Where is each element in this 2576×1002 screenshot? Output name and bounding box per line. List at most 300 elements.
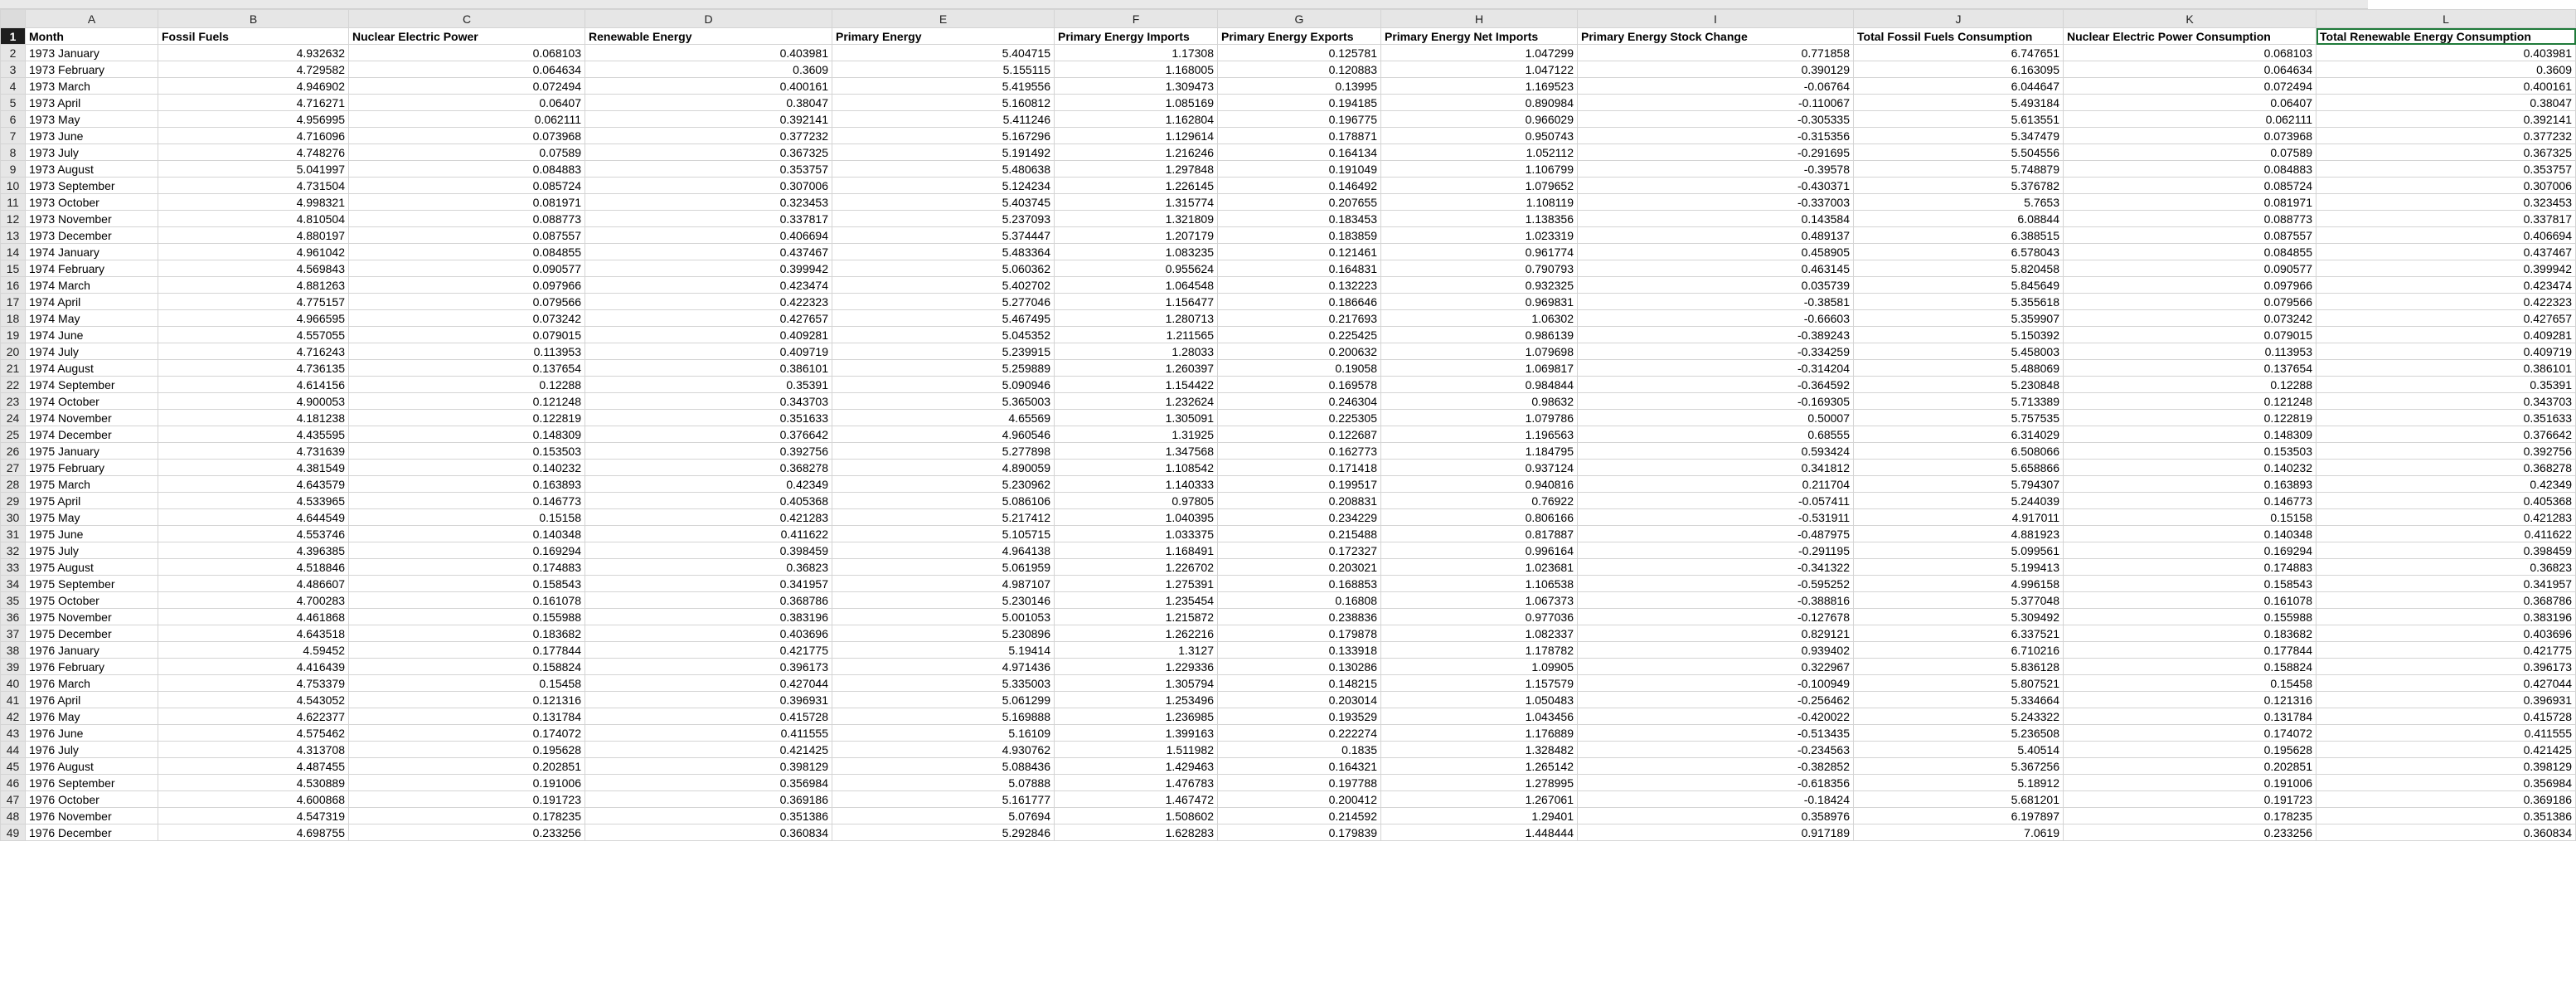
value-cell[interactable]: 5.403745 xyxy=(832,194,1055,211)
value-cell[interactable]: 4.716271 xyxy=(158,95,349,111)
value-cell[interactable]: 0.97805 xyxy=(1055,493,1218,509)
value-cell[interactable]: -0.256462 xyxy=(1578,692,1854,708)
header-cell[interactable]: Primary Energy Exports xyxy=(1218,28,1381,45)
row-header[interactable]: 44 xyxy=(1,742,26,758)
value-cell[interactable]: 0.386101 xyxy=(585,360,832,377)
value-cell[interactable]: -0.06764 xyxy=(1578,78,1854,95)
value-cell[interactable]: 5.493184 xyxy=(1854,95,2064,111)
value-cell[interactable]: 1.305794 xyxy=(1055,675,1218,692)
row-header[interactable]: 6 xyxy=(1,111,26,128)
value-cell[interactable]: 0.079015 xyxy=(349,327,585,343)
value-cell[interactable]: 4.716243 xyxy=(158,343,349,360)
value-cell[interactable]: 0.171418 xyxy=(1218,460,1381,476)
value-cell[interactable]: 5.239915 xyxy=(832,343,1055,360)
value-cell[interactable]: 0.097966 xyxy=(349,277,585,294)
value-cell[interactable]: 4.731639 xyxy=(158,443,349,460)
value-cell[interactable]: 0.121316 xyxy=(2064,692,2316,708)
month-cell[interactable]: 1975 July xyxy=(26,542,158,559)
value-cell[interactable]: 1.328482 xyxy=(1381,742,1578,758)
value-cell[interactable]: 0.183859 xyxy=(1218,227,1381,244)
value-cell[interactable]: 1.083235 xyxy=(1055,244,1218,260)
value-cell[interactable]: 0.400161 xyxy=(585,78,832,95)
column-header-h[interactable]: H xyxy=(1381,10,1578,28)
value-cell[interactable]: 5.335003 xyxy=(832,675,1055,692)
row-header[interactable]: 23 xyxy=(1,393,26,410)
month-cell[interactable]: 1974 October xyxy=(26,393,158,410)
value-cell[interactable]: 0.222274 xyxy=(1218,725,1381,742)
value-cell[interactable]: 0.163893 xyxy=(349,476,585,493)
value-cell[interactable]: 5.230896 xyxy=(832,625,1055,642)
row-header[interactable]: 41 xyxy=(1,692,26,708)
value-cell[interactable]: 0.950743 xyxy=(1381,128,1578,144)
value-cell[interactable]: 4.65569 xyxy=(832,410,1055,426)
value-cell[interactable]: 5.411246 xyxy=(832,111,1055,128)
header-cell[interactable]: Fossil Fuels xyxy=(158,28,349,45)
value-cell[interactable]: 0.351633 xyxy=(585,410,832,426)
value-cell[interactable]: -0.291195 xyxy=(1578,542,1854,559)
value-cell[interactable]: 0.427044 xyxy=(2316,675,2576,692)
value-cell[interactable]: 4.396385 xyxy=(158,542,349,559)
value-cell[interactable]: 0.427044 xyxy=(585,675,832,692)
value-cell[interactable]: 0.163893 xyxy=(2064,476,2316,493)
value-cell[interactable]: 0.396173 xyxy=(2316,659,2576,675)
month-cell[interactable]: 1973 January xyxy=(26,45,158,61)
value-cell[interactable]: 1.262216 xyxy=(1055,625,1218,642)
value-cell[interactable]: 0.177844 xyxy=(2064,642,2316,659)
value-cell[interactable]: 0.392756 xyxy=(585,443,832,460)
value-cell[interactable]: 4.716096 xyxy=(158,128,349,144)
value-cell[interactable]: 0.121461 xyxy=(1218,244,1381,260)
value-cell[interactable]: 5.07888 xyxy=(832,775,1055,791)
value-cell[interactable]: 0.403696 xyxy=(2316,625,2576,642)
value-cell[interactable]: 1.162804 xyxy=(1055,111,1218,128)
row-header[interactable]: 32 xyxy=(1,542,26,559)
value-cell[interactable]: 4.930762 xyxy=(832,742,1055,758)
value-cell[interactable]: 0.406694 xyxy=(2316,227,2576,244)
row-header[interactable]: 11 xyxy=(1,194,26,211)
value-cell[interactable]: 0.15158 xyxy=(349,509,585,526)
value-cell[interactable]: 0.351633 xyxy=(2316,410,2576,426)
row-header[interactable]: 38 xyxy=(1,642,26,659)
value-cell[interactable]: 1.106799 xyxy=(1381,161,1578,178)
value-cell[interactable]: 5.16109 xyxy=(832,725,1055,742)
value-cell[interactable]: 6.044647 xyxy=(1854,78,2064,95)
value-cell[interactable]: 5.483364 xyxy=(832,244,1055,260)
value-cell[interactable]: 0.76922 xyxy=(1381,493,1578,509)
value-cell[interactable]: 1.06302 xyxy=(1381,310,1578,327)
value-cell[interactable]: 4.900053 xyxy=(158,393,349,410)
column-header-i[interactable]: I xyxy=(1578,10,1854,28)
value-cell[interactable]: 0.356984 xyxy=(2316,775,2576,791)
value-cell[interactable]: 0.593424 xyxy=(1578,443,1854,460)
value-cell[interactable]: 5.191492 xyxy=(832,144,1055,161)
value-cell[interactable]: 4.775157 xyxy=(158,294,349,310)
value-cell[interactable]: 0.203021 xyxy=(1218,559,1381,576)
value-cell[interactable]: 1.168491 xyxy=(1055,542,1218,559)
value-cell[interactable]: 0.415728 xyxy=(2316,708,2576,725)
value-cell[interactable]: 5.061959 xyxy=(832,559,1055,576)
value-cell[interactable]: 1.17308 xyxy=(1055,45,1218,61)
value-cell[interactable]: 5.169888 xyxy=(832,708,1055,725)
value-cell[interactable]: -0.420022 xyxy=(1578,708,1854,725)
header-cell[interactable]: Total Fossil Fuels Consumption xyxy=(1854,28,2064,45)
value-cell[interactable]: 5.681201 xyxy=(1854,791,2064,808)
value-cell[interactable]: 1.176889 xyxy=(1381,725,1578,742)
value-cell[interactable]: 0.937124 xyxy=(1381,460,1578,476)
month-cell[interactable]: 1974 February xyxy=(26,260,158,277)
spreadsheet-grid[interactable] xyxy=(0,9,2576,841)
value-cell[interactable]: 4.644549 xyxy=(158,509,349,526)
value-cell[interactable]: 0.341957 xyxy=(585,576,832,592)
value-cell[interactable]: 1.216246 xyxy=(1055,144,1218,161)
value-cell[interactable]: 0.178871 xyxy=(1218,128,1381,144)
value-cell[interactable]: 0.1835 xyxy=(1218,742,1381,758)
value-cell[interactable]: 6.314029 xyxy=(1854,426,2064,443)
month-cell[interactable]: 1974 April xyxy=(26,294,158,310)
value-cell[interactable]: 4.698755 xyxy=(158,824,349,841)
value-cell[interactable]: 1.040395 xyxy=(1055,509,1218,526)
value-cell[interactable]: 0.195628 xyxy=(349,742,585,758)
value-cell[interactable]: 0.191006 xyxy=(349,775,585,791)
value-cell[interactable]: 5.045352 xyxy=(832,327,1055,343)
value-cell[interactable]: 0.179839 xyxy=(1218,824,1381,841)
month-cell[interactable]: 1974 December xyxy=(26,426,158,443)
value-cell[interactable]: 0.42349 xyxy=(585,476,832,493)
value-cell[interactable]: 1.253496 xyxy=(1055,692,1218,708)
value-cell[interactable]: 0.422323 xyxy=(585,294,832,310)
value-cell[interactable]: 0.337817 xyxy=(2316,211,2576,227)
value-cell[interactable]: 0.421283 xyxy=(2316,509,2576,526)
row-header[interactable]: 10 xyxy=(1,178,26,194)
month-cell[interactable]: 1973 October xyxy=(26,194,158,211)
value-cell[interactable]: 0.121248 xyxy=(2064,393,2316,410)
value-cell[interactable]: 0.437467 xyxy=(2316,244,2576,260)
value-cell[interactable]: 0.35391 xyxy=(2316,377,2576,393)
row-header[interactable]: 21 xyxy=(1,360,26,377)
value-cell[interactable]: 0.225305 xyxy=(1218,410,1381,426)
value-cell[interactable]: 0.169578 xyxy=(1218,377,1381,393)
value-cell[interactable]: 1.278995 xyxy=(1381,775,1578,791)
value-cell[interactable]: 0.337817 xyxy=(585,211,832,227)
row-header[interactable]: 16 xyxy=(1,277,26,294)
value-cell[interactable]: 1.511982 xyxy=(1055,742,1218,758)
value-cell[interactable]: 0.211704 xyxy=(1578,476,1854,493)
value-cell[interactable]: 0.073968 xyxy=(349,128,585,144)
row-header[interactable]: 3 xyxy=(1,61,26,78)
value-cell[interactable]: 0.161078 xyxy=(2064,592,2316,609)
value-cell[interactable]: 5.07694 xyxy=(832,808,1055,824)
value-cell[interactable]: 1.236985 xyxy=(1055,708,1218,725)
column-header-g[interactable]: G xyxy=(1218,10,1381,28)
value-cell[interactable]: 0.969831 xyxy=(1381,294,1578,310)
value-cell[interactable]: -0.382852 xyxy=(1578,758,1854,775)
month-cell[interactable]: 1976 May xyxy=(26,708,158,725)
month-cell[interactable]: 1976 June xyxy=(26,725,158,742)
value-cell[interactable]: 0.148215 xyxy=(1218,675,1381,692)
value-cell[interactable]: 1.157579 xyxy=(1381,675,1578,692)
value-cell[interactable]: 0.790793 xyxy=(1381,260,1578,277)
value-cell[interactable]: 0.35391 xyxy=(585,377,832,393)
row-header[interactable]: 39 xyxy=(1,659,26,675)
value-cell[interactable]: 4.435595 xyxy=(158,426,349,443)
value-cell[interactable]: 0.427657 xyxy=(2316,310,2576,327)
row-header[interactable]: 26 xyxy=(1,443,26,460)
value-cell[interactable]: 0.169294 xyxy=(2064,542,2316,559)
value-cell[interactable]: 1.260397 xyxy=(1055,360,1218,377)
value-cell[interactable]: 5.355618 xyxy=(1854,294,2064,310)
value-cell[interactable]: 5.217412 xyxy=(832,509,1055,526)
value-cell[interactable]: 4.557055 xyxy=(158,327,349,343)
row-header[interactable]: 9 xyxy=(1,161,26,178)
value-cell[interactable]: 0.399942 xyxy=(2316,260,2576,277)
value-cell[interactable]: 4.880197 xyxy=(158,227,349,244)
value-cell[interactable]: 0.322967 xyxy=(1578,659,1854,675)
value-cell[interactable]: 5.088436 xyxy=(832,758,1055,775)
value-cell[interactable]: 0.233256 xyxy=(2064,824,2316,841)
value-cell[interactable]: 0.390129 xyxy=(1578,61,1854,78)
value-cell[interactable]: 0.392756 xyxy=(2316,443,2576,460)
value-cell[interactable]: 5.277046 xyxy=(832,294,1055,310)
value-cell[interactable]: 1.347568 xyxy=(1055,443,1218,460)
value-cell[interactable]: 0.3609 xyxy=(585,61,832,78)
value-cell[interactable]: 0.398129 xyxy=(2316,758,2576,775)
value-cell[interactable]: 0.489137 xyxy=(1578,227,1854,244)
value-cell[interactable]: 0.084883 xyxy=(2064,161,2316,178)
value-cell[interactable]: -0.169305 xyxy=(1578,393,1854,410)
value-cell[interactable]: 0.955624 xyxy=(1055,260,1218,277)
row-header[interactable]: 29 xyxy=(1,493,26,509)
value-cell[interactable]: 0.143584 xyxy=(1578,211,1854,227)
month-cell[interactable]: 1976 September xyxy=(26,775,158,791)
value-cell[interactable]: 5.001053 xyxy=(832,609,1055,625)
value-cell[interactable]: 0.191049 xyxy=(1218,161,1381,178)
month-cell[interactable]: 1974 August xyxy=(26,360,158,377)
value-cell[interactable]: 1.448444 xyxy=(1381,824,1578,841)
value-cell[interactable]: 0.202851 xyxy=(2064,758,2316,775)
value-cell[interactable]: 6.710216 xyxy=(1854,642,2064,659)
value-cell[interactable]: 1.628283 xyxy=(1055,824,1218,841)
value-cell[interactable]: 0.367325 xyxy=(2316,144,2576,161)
value-cell[interactable]: 5.7653 xyxy=(1854,194,2064,211)
value-cell[interactable]: 0.164134 xyxy=(1218,144,1381,161)
month-cell[interactable]: 1975 June xyxy=(26,526,158,542)
value-cell[interactable]: 4.881263 xyxy=(158,277,349,294)
value-cell[interactable]: 0.132223 xyxy=(1218,277,1381,294)
value-cell[interactable]: 0.158543 xyxy=(349,576,585,592)
value-cell[interactable]: 0.386101 xyxy=(2316,360,2576,377)
value-cell[interactable]: -0.315356 xyxy=(1578,128,1854,144)
value-cell[interactable]: 0.140232 xyxy=(2064,460,2316,476)
select-all-corner[interactable] xyxy=(1,10,26,28)
value-cell[interactable]: 0.829121 xyxy=(1578,625,1854,642)
value-cell[interactable]: -0.337003 xyxy=(1578,194,1854,211)
value-cell[interactable]: 0.323453 xyxy=(585,194,832,211)
value-cell[interactable]: 4.487455 xyxy=(158,758,349,775)
value-cell[interactable]: 4.731504 xyxy=(158,178,349,194)
value-cell[interactable]: 6.337521 xyxy=(1854,625,2064,642)
value-cell[interactable]: 0.079566 xyxy=(349,294,585,310)
value-cell[interactable]: 0.079566 xyxy=(2064,294,2316,310)
value-cell[interactable]: 0.368786 xyxy=(585,592,832,609)
column-header-b[interactable]: B xyxy=(158,10,349,28)
value-cell[interactable]: -0.110067 xyxy=(1578,95,1854,111)
value-cell[interactable]: 0.146492 xyxy=(1218,178,1381,194)
value-cell[interactable]: -0.305335 xyxy=(1578,111,1854,128)
value-cell[interactable]: 0.15158 xyxy=(2064,509,2316,526)
value-cell[interactable]: 1.154422 xyxy=(1055,377,1218,393)
value-cell[interactable]: 0.133918 xyxy=(1218,642,1381,659)
value-cell[interactable]: 0.351386 xyxy=(585,808,832,824)
value-cell[interactable]: 0.087557 xyxy=(349,227,585,244)
value-cell[interactable]: 5.748879 xyxy=(1854,161,2064,178)
value-cell[interactable]: -0.314204 xyxy=(1578,360,1854,377)
value-cell[interactable]: 0.085724 xyxy=(2064,178,2316,194)
value-cell[interactable]: 0.122819 xyxy=(2064,410,2316,426)
value-cell[interactable]: 4.643518 xyxy=(158,625,349,642)
value-cell[interactable]: 4.547319 xyxy=(158,808,349,824)
value-cell[interactable]: 5.277898 xyxy=(832,443,1055,460)
value-cell[interactable]: 0.146773 xyxy=(349,493,585,509)
row-header[interactable]: 49 xyxy=(1,824,26,841)
value-cell[interactable]: 0.140348 xyxy=(349,526,585,542)
value-cell[interactable]: 0.200412 xyxy=(1218,791,1381,808)
value-cell[interactable]: 0.073242 xyxy=(2064,310,2316,327)
month-cell[interactable]: 1973 December xyxy=(26,227,158,244)
value-cell[interactable]: 1.140333 xyxy=(1055,476,1218,493)
value-cell[interactable]: 0.38047 xyxy=(2316,95,2576,111)
value-cell[interactable]: 1.207179 xyxy=(1055,227,1218,244)
value-cell[interactable]: 1.3127 xyxy=(1055,642,1218,659)
value-cell[interactable]: 5.19414 xyxy=(832,642,1055,659)
value-cell[interactable]: 5.167296 xyxy=(832,128,1055,144)
value-cell[interactable]: 0.38047 xyxy=(585,95,832,111)
value-cell[interactable]: 4.998321 xyxy=(158,194,349,211)
value-cell[interactable]: 4.971436 xyxy=(832,659,1055,675)
value-cell[interactable]: 1.226145 xyxy=(1055,178,1218,194)
value-cell[interactable]: 5.090946 xyxy=(832,377,1055,393)
value-cell[interactable]: 0.367325 xyxy=(585,144,832,161)
value-cell[interactable]: 0.343703 xyxy=(585,393,832,410)
value-cell[interactable]: 0.368278 xyxy=(2316,460,2576,476)
value-cell[interactable]: 6.197897 xyxy=(1854,808,2064,824)
row-header[interactable]: 7 xyxy=(1,128,26,144)
value-cell[interactable]: 1.079652 xyxy=(1381,178,1578,194)
row-header[interactable]: 12 xyxy=(1,211,26,227)
value-cell[interactable]: 4.810504 xyxy=(158,211,349,227)
value-cell[interactable]: 4.461868 xyxy=(158,609,349,625)
value-cell[interactable]: 5.161777 xyxy=(832,791,1055,808)
value-cell[interactable]: 0.341957 xyxy=(2316,576,2576,592)
value-cell[interactable]: 1.235454 xyxy=(1055,592,1218,609)
value-cell[interactable]: 1.064548 xyxy=(1055,277,1218,294)
value-cell[interactable]: 0.12288 xyxy=(349,377,585,393)
value-cell[interactable]: 5.292846 xyxy=(832,824,1055,841)
value-cell[interactable]: 0.084855 xyxy=(349,244,585,260)
month-cell[interactable]: 1976 November xyxy=(26,808,158,824)
value-cell[interactable]: 1.232624 xyxy=(1055,393,1218,410)
value-cell[interactable]: 0.406694 xyxy=(585,227,832,244)
row-header[interactable]: 13 xyxy=(1,227,26,244)
value-cell[interactable]: 4.960546 xyxy=(832,426,1055,443)
value-cell[interactable]: 4.575462 xyxy=(158,725,349,742)
value-cell[interactable]: 0.409719 xyxy=(2316,343,2576,360)
value-cell[interactable]: 4.622377 xyxy=(158,708,349,725)
value-cell[interactable]: 5.347479 xyxy=(1854,128,2064,144)
value-cell[interactable]: 5.061299 xyxy=(832,692,1055,708)
value-cell[interactable]: 0.421775 xyxy=(585,642,832,659)
row-header[interactable]: 1 xyxy=(1,28,26,45)
value-cell[interactable]: 0.458905 xyxy=(1578,244,1854,260)
value-cell[interactable]: 0.137654 xyxy=(349,360,585,377)
value-cell[interactable]: 0.199517 xyxy=(1218,476,1381,493)
month-cell[interactable]: 1975 January xyxy=(26,443,158,460)
value-cell[interactable]: 6.508066 xyxy=(1854,443,2064,460)
value-cell[interactable]: 0.079015 xyxy=(2064,327,2316,343)
row-header[interactable]: 14 xyxy=(1,244,26,260)
month-cell[interactable]: 1974 January xyxy=(26,244,158,260)
month-cell[interactable]: 1976 March xyxy=(26,675,158,692)
value-cell[interactable]: 1.082337 xyxy=(1381,625,1578,642)
value-cell[interactable]: 0.158824 xyxy=(349,659,585,675)
value-cell[interactable]: 0.097966 xyxy=(2064,277,2316,294)
value-cell[interactable]: 0.174883 xyxy=(2064,559,2316,576)
row-header[interactable]: 24 xyxy=(1,410,26,426)
value-cell[interactable]: 1.211565 xyxy=(1055,327,1218,343)
row-header[interactable]: 40 xyxy=(1,675,26,692)
value-cell[interactable]: 5.807521 xyxy=(1854,675,2064,692)
value-cell[interactable]: 0.081971 xyxy=(2064,194,2316,211)
column-header-d[interactable]: D xyxy=(585,10,832,28)
value-cell[interactable]: 1.196563 xyxy=(1381,426,1578,443)
value-cell[interactable]: 5.757535 xyxy=(1854,410,2064,426)
value-cell[interactable]: 0.421775 xyxy=(2316,642,2576,659)
value-cell[interactable]: -0.66603 xyxy=(1578,310,1854,327)
month-cell[interactable]: 1976 July xyxy=(26,742,158,758)
value-cell[interactable]: 5.160812 xyxy=(832,95,1055,111)
value-cell[interactable]: 0.197788 xyxy=(1218,775,1381,791)
value-cell[interactable]: 4.700283 xyxy=(158,592,349,609)
month-cell[interactable]: 1974 September xyxy=(26,377,158,393)
row-header[interactable]: 22 xyxy=(1,377,26,393)
value-cell[interactable]: 0.423474 xyxy=(2316,277,2576,294)
value-cell[interactable]: 5.467495 xyxy=(832,310,1055,327)
value-cell[interactable]: 0.360834 xyxy=(585,824,832,841)
month-cell[interactable]: 1975 December xyxy=(26,625,158,642)
value-cell[interactable]: 0.396931 xyxy=(585,692,832,708)
value-cell[interactable]: -0.18424 xyxy=(1578,791,1854,808)
value-cell[interactable]: 0.353757 xyxy=(585,161,832,178)
value-cell[interactable]: 0.191723 xyxy=(2064,791,2316,808)
value-cell[interactable]: 0.323453 xyxy=(2316,194,2576,211)
value-cell[interactable]: 1.067373 xyxy=(1381,592,1578,609)
value-cell[interactable]: 0.396931 xyxy=(2316,692,2576,708)
value-cell[interactable]: 4.748276 xyxy=(158,144,349,161)
value-cell[interactable]: 0.932325 xyxy=(1381,277,1578,294)
value-cell[interactable]: 0.183453 xyxy=(1218,211,1381,227)
value-cell[interactable]: 4.518846 xyxy=(158,559,349,576)
value-cell[interactable]: 5.230146 xyxy=(832,592,1055,609)
value-cell[interactable]: 0.398459 xyxy=(585,542,832,559)
value-cell[interactable]: 4.600868 xyxy=(158,791,349,808)
value-cell[interactable]: 4.486607 xyxy=(158,576,349,592)
row-header[interactable]: 2 xyxy=(1,45,26,61)
value-cell[interactable]: 0.064634 xyxy=(349,61,585,78)
value-cell[interactable]: 0.183682 xyxy=(349,625,585,642)
value-cell[interactable]: 0.200632 xyxy=(1218,343,1381,360)
value-cell[interactable]: 4.917011 xyxy=(1854,509,2064,526)
value-cell[interactable]: -0.39578 xyxy=(1578,161,1854,178)
value-cell[interactable]: 0.13995 xyxy=(1218,78,1381,95)
